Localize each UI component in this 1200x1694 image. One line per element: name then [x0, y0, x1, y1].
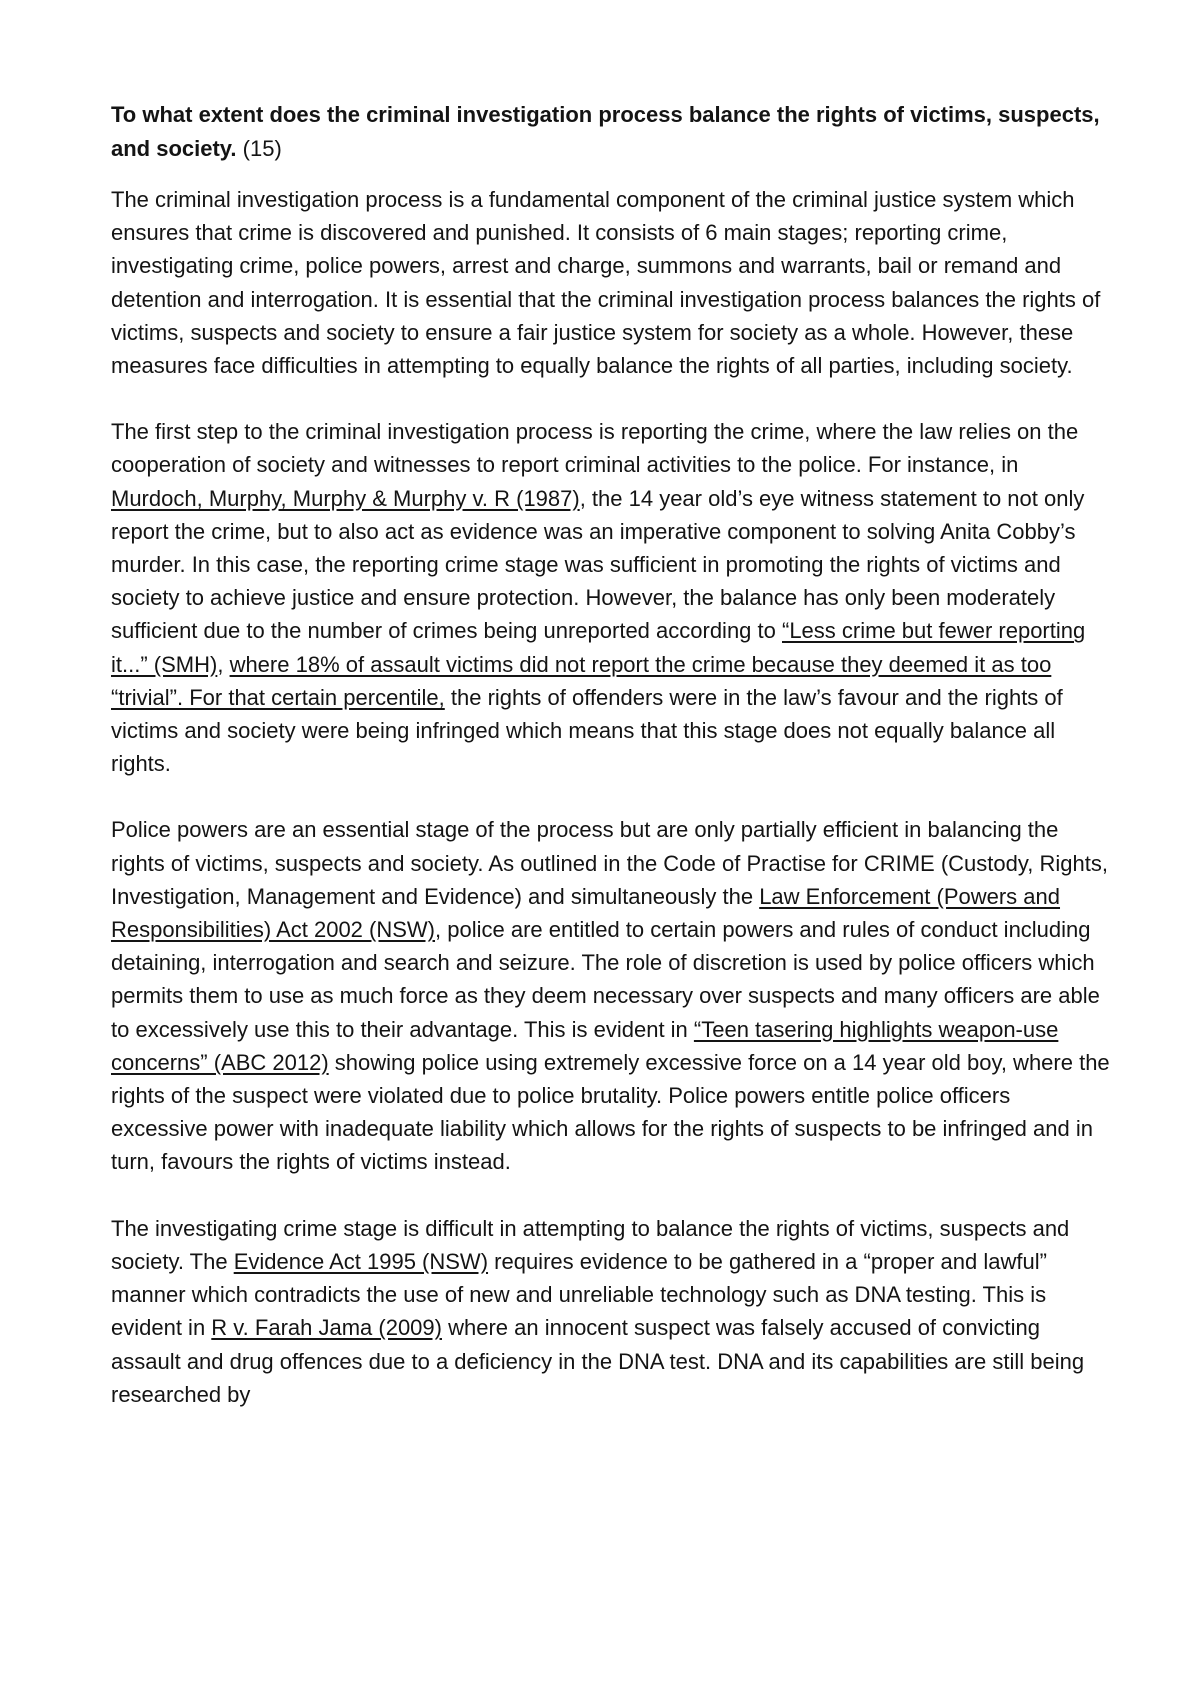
underlined-statistic: where 18% of assault victims did not report the crime because they deemed it as too “trivial”. For that certain percentile,: [111, 651, 1052, 710]
paragraph-spacer: [111, 382, 1111, 415]
marks-allocation: (15): [242, 135, 282, 161]
document-body: [111, 98, 1111, 1411]
paragraph-spacer: [111, 780, 1111, 813]
essay-question-heading: [111, 98, 1111, 165]
paragraph-investigating-crime: [111, 1212, 1111, 1411]
text-run: showing police using extremely excessive force on a 14 year old boy, where the rights of the suspect were violated due to police brutality. Police powers entitle police officers excessive power with inadequate liability which allows for the rights of suspects to be infringed and in turn, favours the rights of victims instead.: [111, 1049, 1110, 1175]
paragraph-reporting-crime: [111, 415, 1111, 780]
text-run: , the 14 year old’s eye witness statement to not only report the crime, but to also act as evidence was an imperative component to solving Anita Cobby’s murder. In this case, the reporting crime stage was sufficient in promoting the rights of victims and society to achieve justice and ensure protection. However, the balance has only been moderately sufficient due to the number of crimes being unreported according to: [111, 485, 1085, 644]
paragraph-introduction: [111, 183, 1111, 382]
legislation-citation-lepra: Law Enforcement (Powers and Responsibilities) Act 2002 (NSW): [111, 883, 1061, 943]
text-run: The first step to the criminal investigation process is reporting the crime, where the law relies on the cooperation of society and witnesses to report criminal activities to the police. For instance, in: [111, 419, 1079, 478]
essay-question-text: To what extent does the criminal investigation process balance the rights of victims, suspects, and society.: [111, 102, 1100, 161]
text-run: ,: [217, 651, 230, 677]
text-run: Police powers are an essential stage of the process but are only partially efficient in balancing the rights of victims, suspects and society. As outlined in the Code of Practise for CRIME (Custody, Rights, Investigation, Management and Evidence) and simultaneously the: [111, 817, 1108, 909]
text-run: The investigating crime stage is difficult in attempting to balance the rights of victims, suspects and society. The: [111, 1215, 1070, 1274]
source-citation-abc: “Teen tasering highlights weapon-use concerns” (ABC 2012): [111, 1016, 1059, 1075]
paragraph-police-powers: [111, 813, 1111, 1178]
case-citation-jama: R v. Farah Jama (2009): [211, 1315, 442, 1341]
text-run: , police are entitled to certain powers and rules of conduct including detaining, interrogation and search and seizure. The role of discretion is used by police officers which permits them to use as much force as they deem necessary over suspects and many officers are able to excessively use this to their advantage. This is evident in: [111, 917, 1100, 1042]
text-run: the rights of offenders were in the law’s favour and the rights of victims and society were being infringed which means that this stage does not equally balance all rights.: [111, 684, 1063, 777]
spacer: [111, 165, 1111, 183]
legislation-citation-evidence-act: Evidence Act 1995 (NSW): [233, 1248, 489, 1274]
paragraph-spacer: [111, 1179, 1111, 1212]
text-run: requires evidence to be gathered in a “proper and lawful” manner which contradicts the use of new and unreliable technology such as DNA testing. This is evident in: [111, 1248, 1047, 1341]
source-citation-smh: “Less crime but fewer reporting it...” (SMH): [111, 618, 1086, 677]
text-run: The criminal investigation process is a fundamental component of the criminal justice system which ensures that crime is discovered and punished. It consists of 6 main stages; reporting crime, investigating crime, police powers, arrest and charge, summons and warrants, bail or remand and detention and interrogation. It is essential that the criminal investigation process balances the rights of victims, suspects and society to ensure a fair justice system for society as a whole. However, these measures face difficulties in attempting to equally balance the rights of all parties, including society.: [111, 187, 1101, 379]
case-citation-murdoch: Murdoch, Murphy, Murphy & Murphy v. R (1987): [111, 485, 580, 511]
text-run: where an innocent suspect was falsely accused of convicting assault and drug offences due to a deficiency in the DNA test. DNA and its capabilities are still being researched by: [111, 1315, 1085, 1407]
